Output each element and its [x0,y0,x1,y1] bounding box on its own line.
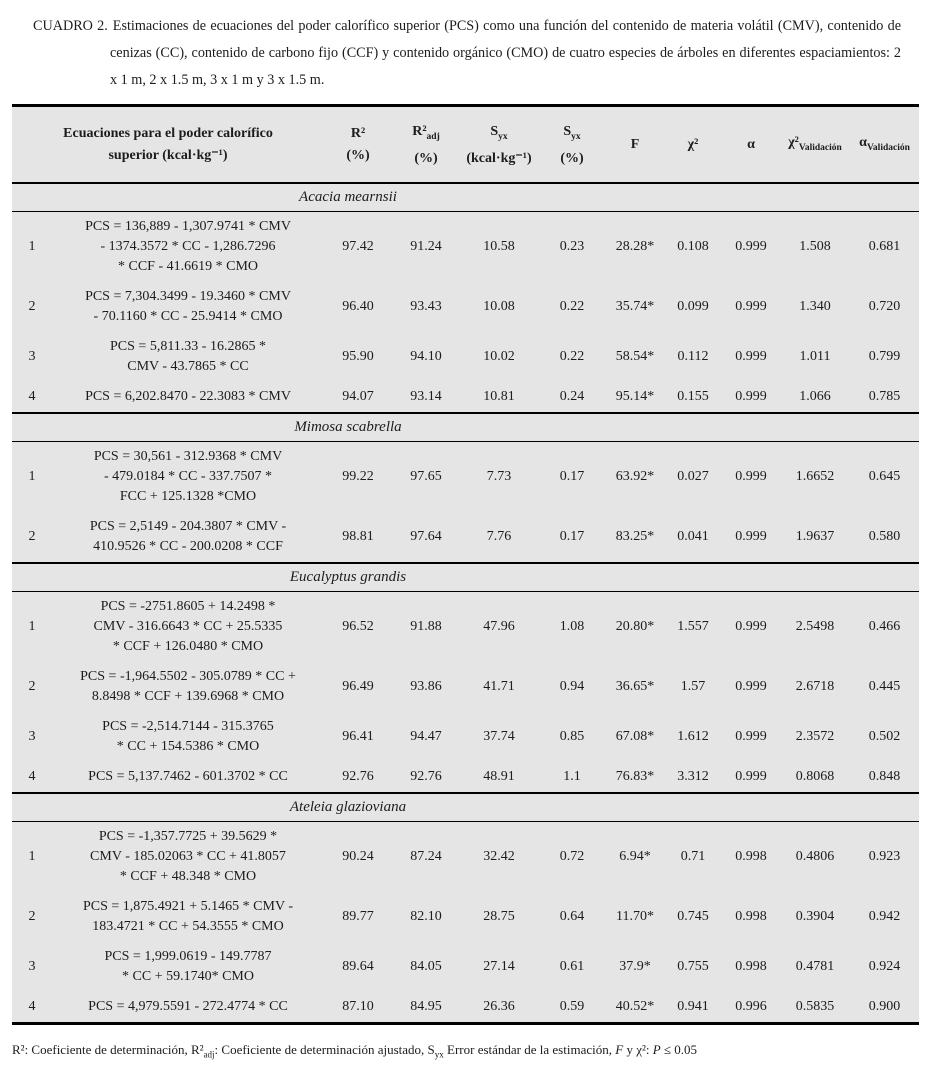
species-name: Acacia mearnsii [12,183,919,212]
header-symbol-sub: yx [498,131,508,142]
equation-cell [52,211,324,282]
value-r2: 96.41 [342,728,374,744]
value-chi2_val: 1.340 [799,298,831,314]
value-r2: 99.22 [342,468,374,484]
equation-line: PCS = 136,889 - 1,307.9741 * CMV [85,218,291,234]
row-number: 1 [28,848,36,864]
equation-cell [52,332,324,382]
header-col-chi2 [664,106,722,183]
value-alpha_val: 0.681 [868,238,901,254]
value-alpha: 0.998 [735,958,767,974]
header-symbol-main: S [563,124,572,139]
value-chi2_val: 2.5498 [795,618,835,634]
header-symbol-syx_kcal [460,121,538,148]
value-r2adj: 93.14 [410,388,442,404]
table-row [12,382,919,413]
row-number: 2 [28,298,36,314]
equation-cell [52,712,324,762]
value-syx_pct: 0.72 [559,848,585,864]
value-alpha_val: 0.785 [868,388,901,404]
value-f: 35.74* [615,298,655,314]
value-syx_kcal: 48.91 [483,768,515,784]
value-chi2_val: 1.9637 [795,528,835,544]
header-unit: (kcal·kg⁻¹) [466,150,532,166]
value-syx_kcal: 37.74 [483,728,515,744]
value-syx_pct: 1.08 [559,618,585,634]
header-symbol-main: S [490,124,499,139]
equation-line: PCS = 7,304.3499 - 19.3460 * CMV [85,288,291,304]
table-row [12,211,919,282]
header-symbol-alpha_val [850,132,919,159]
value-r2: 96.49 [342,678,374,694]
value-alpha: 0.998 [735,908,767,924]
value-syx_pct: 1.1 [563,768,581,784]
value-alpha_val: 0.502 [868,728,901,744]
value-syx_kcal: 7.73 [486,468,512,484]
header-symbol-sub: adj [426,131,440,142]
value-r2adj: 92.76 [410,768,442,784]
equation-line: PCS = 1,999.0619 - 149.7787 [104,948,272,964]
value-r2: 92.76 [342,768,374,784]
equation-line: PCS = 5,811.33 - 16.2865 * [110,338,266,354]
header-col-alpha [722,106,780,183]
equation-cell [52,591,324,662]
equation-line: FCC + 125.1328 *CMO [119,488,257,504]
value-alpha_val: 0.924 [868,958,901,974]
table-body [12,183,919,1024]
equation-cell [52,512,324,563]
value-alpha: 0.998 [735,848,767,864]
value-syx_pct: 0.22 [559,348,585,364]
value-f: 58.54* [615,348,655,364]
value-syx_kcal: 27.14 [483,958,515,974]
value-syx_pct: 0.23 [559,238,585,254]
header-unit: (%) [346,148,370,164]
row-number: 2 [28,908,36,924]
table-footnote [12,1041,901,1064]
equation-line: * CCF + 126.0480 * CMO [112,638,264,654]
value-alpha: 0.999 [735,388,767,404]
value-syx_pct: 0.24 [559,388,585,404]
header-col-r2adj [392,106,460,183]
equation-line: PCS = -2,514.7144 - 315.3765 [102,718,274,734]
value-f: 76.83* [615,768,655,784]
table-row [12,662,919,712]
header-equations [12,106,324,183]
equation-cell [52,942,324,992]
value-r2adj: 97.65 [410,468,442,484]
footnote-segment: y χ²: [623,1041,653,1057]
value-alpha: 0.999 [735,238,767,254]
row-number: 1 [28,238,36,254]
equation-line: PCS = -1,357.7725 + 39.5629 * [98,828,278,844]
value-chi2: 0.745 [677,908,709,924]
header-symbol-main: F [630,137,640,153]
header-unit: (%) [560,150,584,166]
value-r2: 90.24 [342,848,374,864]
row-number: 4 [28,768,36,784]
header-symbol-syx_pct [538,121,606,148]
value-syx_kcal: 10.02 [483,348,515,364]
table-row [12,821,919,892]
header-symbol-r2adj [392,121,460,148]
value-chi2: 0.755 [677,958,709,974]
equation-line: * CC + 59.1740* CMO [122,968,254,984]
table-row [12,992,919,1024]
value-alpha_val: 0.900 [868,998,901,1014]
value-alpha: 0.999 [735,348,767,364]
value-alpha: 0.999 [735,728,767,744]
equation-line: - 70.1160 * CC - 25.9414 * CMO [93,308,283,324]
value-alpha_val: 0.942 [868,908,901,924]
equation-line: PCS = 6,202.8470 - 22.3083 * CMV [85,388,291,404]
value-r2: 89.77 [342,908,374,924]
species-row [12,413,919,442]
table-row [12,332,919,382]
value-chi2: 0.155 [677,388,709,404]
value-r2: 96.40 [342,298,374,314]
value-chi2: 0.041 [677,528,709,544]
value-r2: 95.90 [342,348,374,364]
equation-line: * CCF + 48.348 * CMO [119,868,257,884]
header-symbol-f [606,134,664,156]
table-caption-text: Estimaciones de ecuaciones del poder calorífico superior (PCS) como una función del contenido de materia volátil (CMV), contenido de cenizas (CC), contenido de carbono fijo (CCF) y contenido orgánico (CMO) de cuatro especies de árboles en diferentes espaciamientos: 2 x 1 m, 2 x 1.5 m, 3 x 1 m y 3 x 1.5 m. [110,18,901,88]
value-chi2: 0.099 [677,298,709,314]
row-number: 2 [28,528,36,544]
value-chi2: 1.557 [677,618,709,634]
value-r2adj: 93.86 [410,678,442,694]
footnote-segment: R²: Coeficiente de determinación, R² [12,1041,204,1057]
header-equations-line2: superior (kcal·kg⁻¹) [108,148,228,164]
value-f: 40.52* [615,998,655,1014]
value-chi2_val: 2.3572 [795,728,835,744]
equation-line: CMV - 185.02063 * CC + 41.8057 [90,848,286,864]
value-syx_pct: 0.64 [559,908,585,924]
species-row [12,183,919,212]
table-row [12,942,919,992]
header-unit: (%) [414,150,438,166]
value-chi2_val: 0.3904 [795,908,835,924]
value-syx_kcal: 32.42 [483,848,515,864]
equation-line: 410.9526 * CC - 200.0208 * CCF [93,538,283,554]
footnote-segment: : Coeficiente de determinación ajustado, S [214,1041,435,1057]
value-r2adj: 93.43 [410,298,442,314]
value-syx_pct: 0.94 [559,678,585,694]
value-alpha_val: 0.445 [868,678,901,694]
value-alpha: 0.999 [735,298,767,314]
value-alpha_val: 0.645 [868,468,901,484]
header-row [12,106,919,183]
header-symbol-main: χ² [788,135,799,150]
equation-line: - 1374.3572 * CC - 1,286.7296 [100,238,276,254]
value-syx_pct: 0.17 [559,468,585,484]
header-symbol-main: α [747,137,755,153]
header-symbol-main: χ² [687,137,699,153]
header-col-alpha_val [850,106,919,183]
value-f: 36.65* [615,678,655,694]
row-number: 2 [28,678,36,694]
results-table [12,104,919,1025]
value-f: 11.70* [616,908,654,924]
header-col-chi2_val [780,106,850,183]
value-f: 20.80* [615,618,655,634]
value-chi2_val: 0.8068 [795,768,835,784]
header-col-f [606,106,664,183]
header-symbol-main: α [859,135,867,150]
equation-line: PCS = 30,561 - 312.9368 * CMV [93,448,283,464]
header-symbol-main: R² [350,126,366,142]
value-alpha_val: 0.923 [868,848,901,864]
value-alpha: 0.999 [735,528,767,544]
value-r2adj: 97.64 [410,528,442,544]
value-r2: 87.10 [342,998,374,1014]
value-alpha: 0.999 [735,618,767,634]
value-r2adj: 94.47 [410,728,442,744]
equation-line: * CC + 154.5386 * CMO [116,738,260,754]
equation-cell [52,821,324,892]
value-chi2: 1.612 [677,728,709,744]
row-number: 3 [28,348,36,364]
value-syx_kcal: 41.71 [483,678,515,694]
header-col-r2 [324,106,392,183]
header-equations-line1: Ecuaciones para el poder calorífico [63,126,273,142]
equation-line: PCS = 2,5149 - 204.3807 * CMV - [89,518,287,534]
equation-cell [52,762,324,793]
value-alpha: 0.999 [735,468,767,484]
value-r2adj: 91.24 [410,238,442,254]
value-f: 63.92* [615,468,655,484]
value-chi2_val: 1.508 [799,238,831,254]
value-syx_kcal: 28.75 [483,908,515,924]
value-alpha_val: 0.580 [868,528,901,544]
value-alpha: 0.999 [735,678,767,694]
value-syx_kcal: 47.96 [483,618,515,634]
value-syx_kcal: 7.76 [486,528,512,544]
value-r2adj: 84.95 [410,998,442,1014]
row-number: 4 [28,388,36,404]
species-name: Ateleia glazioviana [12,793,919,822]
value-chi2: 3.312 [677,768,709,784]
equation-line: PCS = 4,979.5591 - 272.4774 * CC [88,998,288,1014]
equation-line: CMV - 43.7865 * CC [127,358,249,374]
species-name: Mimosa scabrella [12,413,919,442]
header-symbol-chi2 [664,134,722,156]
table-header [12,106,919,183]
header-symbol-sub: Validación [866,142,910,153]
equation-cell [52,892,324,942]
value-alpha_val: 0.848 [868,768,901,784]
value-alpha_val: 0.799 [868,348,901,364]
value-syx_pct: 0.59 [559,998,585,1014]
footnote-segment: yx [434,1049,444,1060]
species-row [12,563,919,592]
table-row [12,591,919,662]
species-name: Eucalyptus grandis [12,563,919,592]
equation-line: PCS = -2751.8605 + 14.2498 * [100,598,276,614]
footnote-segment: F [615,1041,624,1057]
row-number: 3 [28,958,36,974]
table-caption [0,0,931,104]
value-f: 67.08* [615,728,655,744]
table-row [12,441,919,512]
value-chi2: 0.941 [677,998,709,1014]
value-chi2: 0.108 [677,238,709,254]
table-row [12,282,919,332]
header-symbol-main: R² [412,124,427,139]
table-row [12,512,919,563]
value-r2adj: 82.10 [410,908,442,924]
equation-cell [52,441,324,512]
equation-cell [52,662,324,712]
header-symbol-sub: Validación [798,142,842,153]
value-f: 28.28* [615,238,655,254]
value-syx_kcal: 10.81 [483,388,515,404]
equation-line: * CCF - 41.6619 * CMO [117,258,259,274]
equation-line: 183.4721 * CC + 54.3555 * CMO [92,918,284,934]
value-chi2_val: 2.6718 [795,678,835,694]
value-chi2: 0.112 [677,348,709,364]
value-alpha_val: 0.720 [868,298,901,314]
header-col-syx_pct [538,106,606,183]
value-syx_pct: 0.85 [559,728,585,744]
equation-line: PCS = -1,964.5502 - 305.0789 * CC + [80,668,296,684]
value-r2: 94.07 [342,388,374,404]
value-syx_pct: 0.17 [559,528,585,544]
value-chi2: 0.027 [677,468,709,484]
table-row [12,712,919,762]
value-r2: 96.52 [342,618,374,634]
equation-line: 8.8498 * CCF + 139.6968 * CMO [91,688,285,704]
footnote-segment: ≤ 0.05 [660,1041,698,1057]
value-alpha_val: 0.466 [868,618,901,634]
value-r2adj: 87.24 [410,848,442,864]
value-chi2_val: 0.5835 [795,998,835,1014]
footnote-segment: Error estándar de la estimación, [443,1041,616,1057]
header-symbol-r2 [324,123,392,145]
value-r2: 89.64 [342,958,374,974]
table-row [12,892,919,942]
equation-cell [52,382,324,413]
value-syx_kcal: 26.36 [483,998,515,1014]
value-syx_pct: 0.22 [559,298,585,314]
row-number: 1 [28,618,36,634]
equation-line: PCS = 1,875.4921 + 5.1465 * CMV - [82,898,293,914]
value-chi2_val: 1.6652 [795,468,835,484]
header-symbol-alpha [722,134,780,156]
value-syx_kcal: 10.58 [483,238,515,254]
value-chi2_val: 0.4781 [795,958,835,974]
value-r2: 97.42 [342,238,374,254]
row-number: 3 [28,728,36,744]
row-number: 4 [28,998,36,1014]
equation-line: - 479.0184 * CC - 337.7507 * [104,468,272,484]
value-r2adj: 91.88 [410,618,442,634]
value-f: 83.25* [615,528,655,544]
footnote-segment: adj [203,1049,215,1060]
row-number: 1 [28,468,36,484]
header-symbol-sub: yx [571,131,581,142]
value-chi2_val: 1.066 [799,388,831,404]
value-chi2_val: 0.4806 [795,848,835,864]
equation-cell [52,282,324,332]
value-alpha: 0.999 [735,768,767,784]
equation-line: CMV - 316.6643 * CC + 25.5335 [93,618,283,634]
value-chi2: 1.57 [680,678,706,694]
header-col-syx_kcal [460,106,538,183]
value-f: 6.94* [619,848,651,864]
value-chi2_val: 1.011 [799,348,831,364]
value-chi2: 0.71 [680,848,706,864]
value-syx_kcal: 10.08 [483,298,515,314]
footnote-segment: P [652,1041,661,1057]
value-r2: 98.81 [342,528,374,544]
value-f: 37.9* [619,958,651,974]
value-r2adj: 94.10 [410,348,442,364]
equation-line: PCS = 5,137.7462 - 601.3702 * CC [88,768,288,784]
value-alpha: 0.996 [735,998,767,1014]
equation-cell [52,992,324,1024]
value-r2adj: 84.05 [410,958,442,974]
value-syx_pct: 0.61 [559,958,585,974]
species-row [12,793,919,822]
header-symbol-chi2_val [780,132,850,159]
value-f: 95.14* [615,388,655,404]
table-row [12,762,919,793]
table-caption-label: CUADRO 2. [33,18,108,34]
